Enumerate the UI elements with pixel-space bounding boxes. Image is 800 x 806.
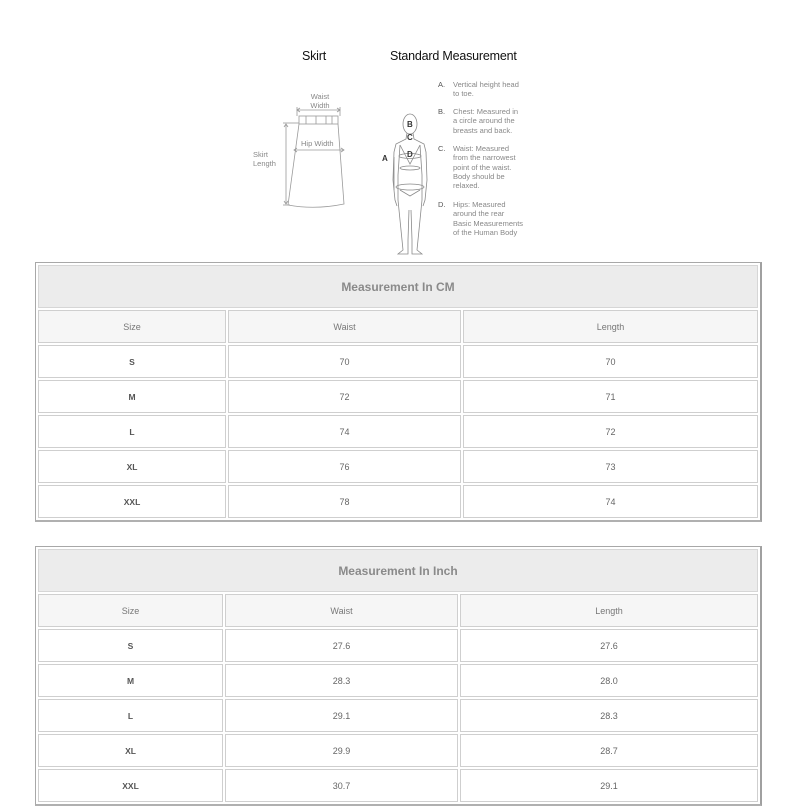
size-cell: M bbox=[38, 664, 223, 697]
size-cell: S bbox=[38, 345, 226, 378]
legend-line: Hips: Measured bbox=[453, 200, 506, 209]
table-row bbox=[38, 664, 758, 697]
column-header-length: Length bbox=[463, 310, 758, 343]
legend-line: of the Human Body bbox=[453, 227, 518, 237]
length-cell: 28.3 bbox=[460, 699, 758, 732]
length-cell: 70 bbox=[463, 345, 758, 378]
waist-cell: 29.1 bbox=[225, 699, 458, 732]
length-cell: 27.6 bbox=[460, 629, 758, 662]
figure-letter-d: D bbox=[407, 150, 413, 159]
size-cell: XL bbox=[38, 450, 226, 483]
waist-cell: 72 bbox=[228, 380, 461, 413]
column-header-size: Size bbox=[38, 594, 223, 627]
legend-text bbox=[453, 200, 543, 237]
table-row bbox=[38, 699, 758, 732]
skirt-length-label bbox=[253, 150, 276, 168]
length-cell: 29.1 bbox=[460, 769, 758, 802]
length-cell: 73 bbox=[463, 450, 758, 483]
table-row bbox=[38, 345, 758, 378]
length-cell: 72 bbox=[463, 415, 758, 448]
legend-line: Vertical height head bbox=[453, 80, 519, 89]
size-guide-diagram bbox=[240, 40, 550, 260]
legend-line: around the rear bbox=[453, 209, 505, 219]
size-cell: M bbox=[38, 380, 226, 413]
size-cell: XXL bbox=[38, 485, 226, 518]
figure-letter-b: B bbox=[407, 120, 413, 129]
legend-key: A. bbox=[438, 80, 446, 89]
size-cell: XXL bbox=[38, 769, 223, 802]
column-header-length: Length bbox=[460, 594, 758, 627]
waist-cell: 76 bbox=[228, 450, 461, 483]
legend-key: D. bbox=[438, 200, 446, 209]
waist-cell: 30.7 bbox=[225, 769, 458, 802]
skirt-length-label-line: Skirt bbox=[253, 150, 268, 159]
legend-line: from the narrowest bbox=[453, 153, 516, 163]
size-cell: L bbox=[38, 699, 223, 732]
legend-line: a circle around the bbox=[453, 116, 515, 126]
length-cell: 28.7 bbox=[460, 734, 758, 767]
legend-key: C. bbox=[438, 144, 446, 153]
length-cell: 71 bbox=[463, 380, 758, 413]
legend-key: B. bbox=[438, 107, 446, 116]
figure-letter-a: A bbox=[382, 154, 388, 163]
legend-line: Chest: Measured in bbox=[453, 107, 519, 116]
legend-text bbox=[453, 144, 543, 190]
hip-width-label: Hip Width bbox=[301, 139, 334, 148]
table-row bbox=[38, 629, 758, 662]
waist-cell: 70 bbox=[228, 345, 461, 378]
legend-line: Body should be bbox=[453, 171, 505, 181]
waist-cell: 29.9 bbox=[225, 734, 458, 767]
measurement-table-inch bbox=[35, 546, 762, 806]
skirt-title: Skirt bbox=[302, 49, 327, 63]
waist-cell: 28.3 bbox=[225, 664, 458, 697]
table-row bbox=[38, 769, 758, 802]
table-row bbox=[38, 450, 758, 483]
waist-cell: 27.6 bbox=[225, 629, 458, 662]
figure-letter-c: C bbox=[407, 133, 413, 142]
length-cell: 74 bbox=[463, 485, 758, 518]
measurement-table-cm bbox=[35, 262, 762, 522]
size-cell: XL bbox=[38, 734, 223, 767]
legend-line: to toe. bbox=[453, 89, 474, 99]
waist-cell: 74 bbox=[228, 415, 461, 448]
legend-line: relaxed. bbox=[453, 181, 480, 191]
table-caption: Measurement In CM bbox=[38, 265, 758, 308]
waist-width-label bbox=[308, 92, 332, 110]
waist-cell: 78 bbox=[228, 485, 461, 518]
legend-text bbox=[453, 80, 543, 99]
column-header-size: Size bbox=[38, 310, 226, 343]
table-caption: Measurement In Inch bbox=[38, 549, 758, 592]
legend-line: point of the waist. bbox=[453, 162, 512, 172]
table-row bbox=[38, 380, 758, 413]
waist-width-label-line: Waist bbox=[310, 92, 330, 101]
legend-text bbox=[453, 107, 543, 135]
column-header-waist: Waist bbox=[228, 310, 461, 343]
column-header-waist: Waist bbox=[225, 594, 458, 627]
table-row bbox=[38, 734, 758, 767]
skirt-length-label-line: Length bbox=[253, 159, 276, 168]
table-row bbox=[38, 485, 758, 518]
length-cell: 28.0 bbox=[460, 664, 758, 697]
legend-line: Waist: Measured bbox=[453, 144, 509, 153]
standard-measurement-title: Standard Measurement bbox=[390, 49, 517, 63]
waist-width-label-line: Width bbox=[310, 101, 330, 110]
size-cell: S bbox=[38, 629, 223, 662]
legend-line: Basic Measurements bbox=[453, 218, 524, 228]
table-row bbox=[38, 415, 758, 448]
size-cell: L bbox=[38, 415, 226, 448]
legend-line: breasts and back. bbox=[453, 125, 513, 135]
